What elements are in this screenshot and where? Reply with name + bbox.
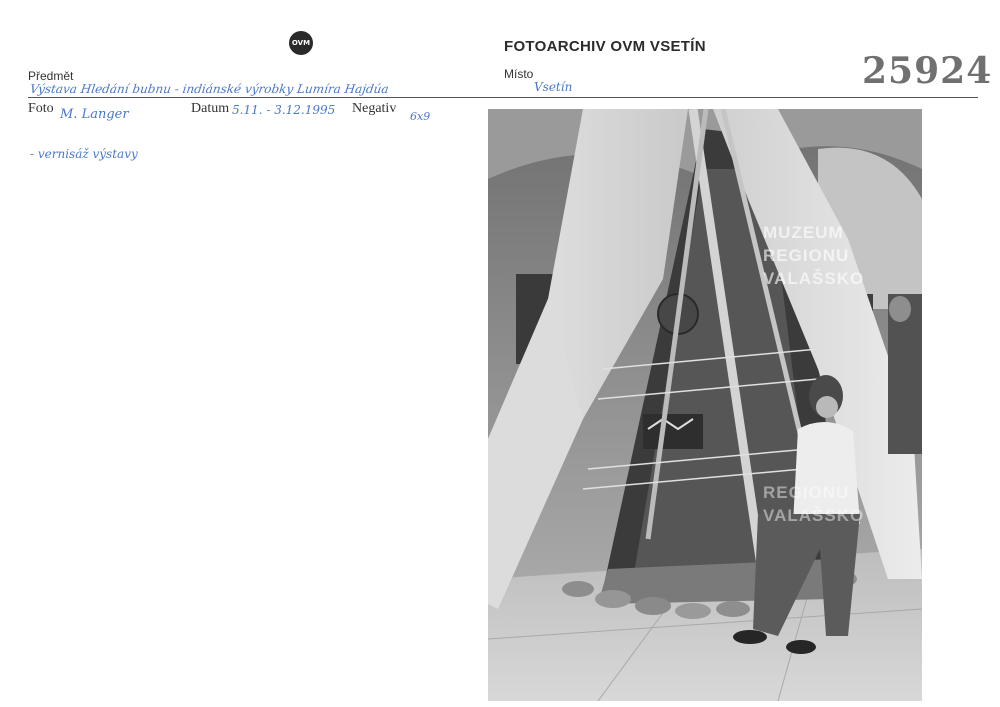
negative-value: 6x9 (410, 110, 431, 123)
archive-photograph (488, 109, 922, 701)
photo-label: Foto (28, 101, 54, 116)
subject-label: Předmět (28, 69, 74, 83)
tipi-photo-illustration (488, 109, 922, 701)
place-label: Místo (504, 67, 534, 81)
watermark-top: MUZEUM REGIONU VALAŠSKO (763, 223, 865, 288)
place-value: Vsetín (534, 80, 573, 94)
date-label: Datum (191, 101, 230, 116)
watermark-bottom: REGIONU VALAŠSKO (763, 483, 865, 525)
note-text: - vernisáž výstavy (30, 147, 138, 161)
archive-title: FOTOARCHIV OVM VSETÍN (504, 38, 706, 55)
date-value: 5.11. - 3.12.1995 (232, 103, 336, 117)
header-divider (28, 97, 978, 98)
subject-value: Výstava Hledání bubnu - indiánské výrobky Lumíra Hajdúa (29, 82, 390, 96)
museum-logo: OVM (289, 31, 313, 55)
record-number-stamp: 25924 (862, 50, 993, 92)
photo-value: M. Langer (60, 107, 129, 122)
negative-label: Negativ (352, 101, 397, 116)
